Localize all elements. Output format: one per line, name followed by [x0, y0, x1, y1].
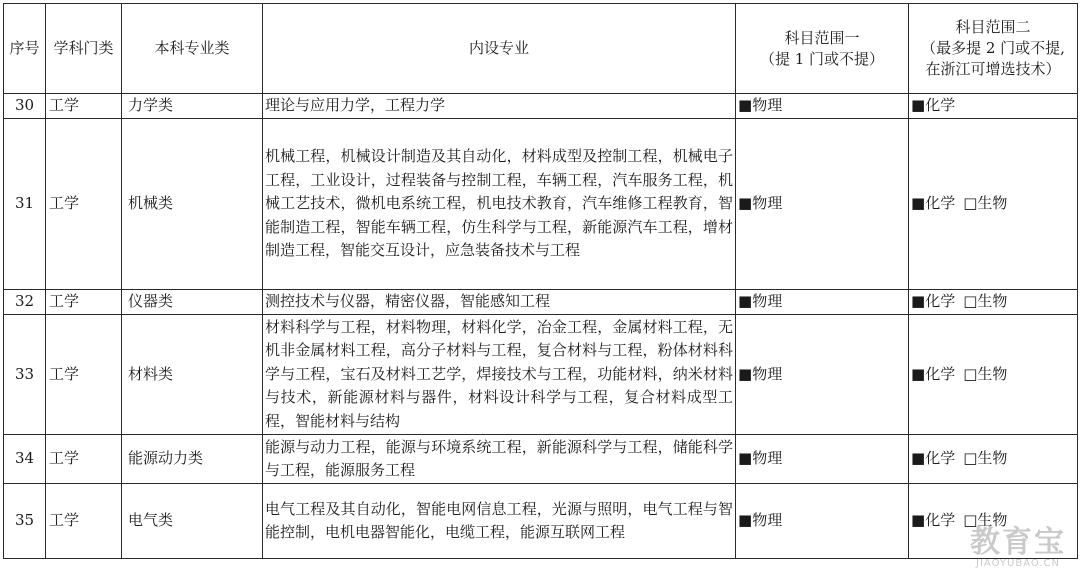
- table-row: [4, 315, 1078, 435]
- row-majors: 理论与应用力学，工程力学: [263, 94, 736, 119]
- range-two-checked-subject: 化学: [925, 511, 956, 530]
- row-range-one: [736, 290, 909, 315]
- checked-box-icon: ■: [738, 96, 753, 115]
- header-range-two-note-2: 在浙江可增选技术）: [925, 60, 1061, 78]
- row-number: 30: [4, 94, 46, 119]
- range-one-subject: 物理: [752, 449, 783, 468]
- header-category: 学科门类: [46, 4, 122, 94]
- checked-box-icon: ■: [911, 364, 926, 383]
- table-row: [4, 435, 1078, 484]
- row-number: 34: [4, 435, 46, 484]
- row-majors: 机械工程，机械设计制造及其自动化，材料成型及控制工程，机械电子工程，工业设计，过程装备与控制工程，车辆工程，汽车服务工程，机械工艺技术，微机电系统工程，机电技术教育，汽车维修工程教育，智能制造工程，智能车辆工程，仿生科学与工程，新能源汽车工程，增材制造工程，智能交互设计，应急装备技术与工程: [263, 119, 736, 290]
- row-range-one: [736, 484, 909, 559]
- unchecked-box-icon: □: [963, 364, 978, 383]
- range-one-subject: 物理: [752, 511, 783, 530]
- table-row: [4, 119, 1078, 290]
- row-number: 33: [4, 315, 46, 435]
- header-range-one: [736, 4, 909, 94]
- range-two-checked-subject: 化学: [925, 292, 956, 311]
- table-row: [4, 290, 1078, 315]
- row-major-class: 力学类: [122, 94, 263, 119]
- range-one-subject: 物理: [752, 194, 783, 213]
- row-number: 31: [4, 119, 46, 290]
- row-range-two: [909, 315, 1078, 435]
- table-header-row: [4, 4, 1078, 94]
- checked-box-icon: ■: [911, 96, 926, 115]
- range-two-checked-subject: 化学: [925, 194, 956, 213]
- range-one-subject: 物理: [752, 364, 783, 383]
- range-one-subject: 物理: [752, 96, 783, 115]
- range-two-checked-subject: 化学: [925, 96, 956, 115]
- range-two-unchecked-subject: 生物: [977, 449, 1008, 468]
- watermark-sub: JIAOYUBAO.CN: [976, 558, 1060, 569]
- table-body: [4, 94, 1078, 559]
- row-category: 工学: [46, 290, 122, 315]
- table-row: [4, 484, 1078, 559]
- range-two-unchecked-subject: 生物: [977, 511, 1008, 530]
- row-category: 工学: [46, 119, 122, 290]
- row-range-one: [736, 435, 909, 484]
- subject-requirements-table: [3, 3, 1078, 559]
- row-category: 工学: [46, 94, 122, 119]
- row-majors: 材料科学与工程，材料物理，材料化学，冶金工程，金属材料工程，无机非金属材料工程，高分子材料与工程，复合材料与工程，粉体材料科学与工程，宝石及材料工艺学，焊接技术与工程，功能材料，纳米材料与技术，新能源材料与器件，材料设计科学与工程，复合材料成型工程，智能材料与结构: [263, 315, 736, 435]
- range-two-checked-subject: 化学: [925, 449, 956, 468]
- header-class: 本科专业类: [122, 4, 263, 94]
- header-range-two-note-1: （最多提 2 门或不提,: [921, 39, 1065, 57]
- range-one-subject: 物理: [752, 292, 783, 311]
- row-category: 工学: [46, 315, 122, 435]
- range-two-unchecked-subject: 生物: [977, 194, 1008, 213]
- row-major-class: 材料类: [122, 315, 263, 435]
- row-majors: 能源与动力工程，能源与环境系统工程，新能源科学与工程，储能科学与工程，能源服务工程: [263, 435, 736, 484]
- checked-box-icon: ■: [738, 292, 753, 311]
- row-range-two: [909, 435, 1078, 484]
- row-major-class: 机械类: [122, 119, 263, 290]
- header-majors: 内设专业: [263, 4, 736, 94]
- checked-box-icon: ■: [911, 194, 926, 213]
- row-major-class: 能源动力类: [122, 435, 263, 484]
- row-category: 工学: [46, 484, 122, 559]
- header-range-one-title: 科目范围一: [784, 28, 860, 47]
- row-majors: 测控技术与仪器，精密仪器，智能感知工程: [263, 290, 736, 315]
- header-seq: 序号: [4, 4, 46, 94]
- header-range-two-title: 科目范围二: [955, 18, 1031, 36]
- row-major-class: 电气类: [122, 484, 263, 559]
- range-two-unchecked-subject: 生物: [977, 292, 1008, 311]
- unchecked-box-icon: □: [963, 449, 978, 468]
- range-two-unchecked-subject: 生物: [977, 364, 1008, 383]
- header-range-one-note: （提 1 门或不提）: [759, 49, 885, 68]
- unchecked-box-icon: □: [963, 511, 978, 530]
- checked-box-icon: ■: [911, 292, 926, 311]
- table-row: [4, 94, 1078, 119]
- checked-box-icon: ■: [738, 511, 753, 530]
- row-majors: 电气工程及其自动化，智能电网信息工程，光源与照明，电气工程与智能控制，电机电器智能化，电缆工程，能源互联网工程: [263, 484, 736, 559]
- row-range-two: [909, 94, 1078, 119]
- header-range-two: [909, 4, 1078, 94]
- unchecked-box-icon: □: [963, 292, 978, 311]
- row-category: 工学: [46, 435, 122, 484]
- row-major-class: 仪器类: [122, 290, 263, 315]
- checked-box-icon: ■: [738, 364, 753, 383]
- row-number: 35: [4, 484, 46, 559]
- range-two-checked-subject: 化学: [925, 364, 956, 383]
- row-range-two: [909, 290, 1078, 315]
- row-range-one: [736, 119, 909, 290]
- checked-box-icon: ■: [738, 449, 753, 468]
- checked-box-icon: ■: [911, 449, 926, 468]
- row-range-one: [736, 94, 909, 119]
- watermark-logo: [970, 525, 1066, 569]
- unchecked-box-icon: □: [963, 194, 978, 213]
- checked-box-icon: ■: [911, 511, 926, 530]
- row-range-two: [909, 119, 1078, 290]
- watermark-main: 教育宝: [970, 525, 1066, 560]
- row-number: 32: [4, 290, 46, 315]
- checked-box-icon: ■: [738, 194, 753, 213]
- row-range-one: [736, 315, 909, 435]
